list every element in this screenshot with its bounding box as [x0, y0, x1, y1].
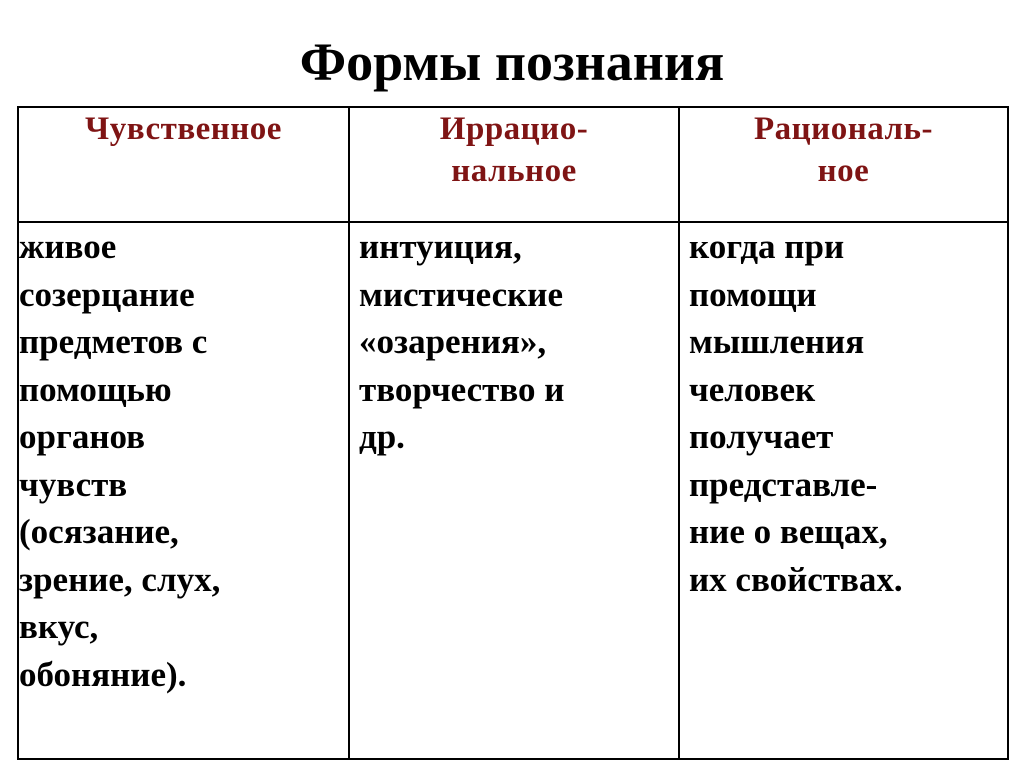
header-line: Чувственное: [85, 111, 282, 147]
cell-line: мистические: [359, 274, 564, 314]
header-rational: [679, 107, 1008, 222]
header-irrational: [349, 107, 679, 222]
cell-line: когда при: [689, 227, 845, 266]
cell-line: зрение, слух,: [19, 559, 221, 599]
header-line: нальное: [451, 153, 577, 189]
cell-line: их свойствах.: [689, 559, 903, 599]
cell-line: помощью: [19, 369, 172, 409]
cell-line: помощи: [689, 274, 817, 314]
cell-line: др.: [359, 417, 405, 456]
header-line: Иррацио-: [439, 111, 589, 147]
page-title: Формы познания: [299, 32, 725, 92]
cell-irrational: [349, 222, 679, 759]
header-line: ное: [817, 153, 870, 189]
header-line: Рациональ-: [754, 111, 933, 147]
cell-line: получает: [689, 417, 834, 456]
cell-line: представле-: [689, 464, 878, 504]
cell-line: обоняние).: [19, 654, 187, 694]
cell-line: живое: [19, 227, 117, 266]
cell-line: (осязание,: [19, 512, 179, 551]
cell-line: вкус,: [19, 607, 99, 646]
cell-line: предметов с: [19, 322, 208, 361]
header-sensory: [18, 107, 349, 222]
cell-sensory: [18, 222, 349, 759]
table-header-row: [18, 107, 1008, 222]
cell-line: чувств: [19, 464, 128, 504]
cell-line: творчество и: [359, 369, 565, 409]
cell-line: созерцание: [19, 274, 195, 314]
cell-line: интуиция,: [359, 227, 522, 266]
table-row: [18, 222, 1008, 759]
forms-of-cognition-table: [17, 106, 1009, 760]
cell-line: «озарения»,: [359, 322, 547, 361]
cell-line: органов: [19, 417, 146, 456]
cell-rational: [679, 222, 1008, 759]
cell-line: мышления: [689, 322, 865, 361]
cell-line: ние о вещах,: [689, 512, 888, 551]
cell-line: человек: [689, 369, 816, 409]
